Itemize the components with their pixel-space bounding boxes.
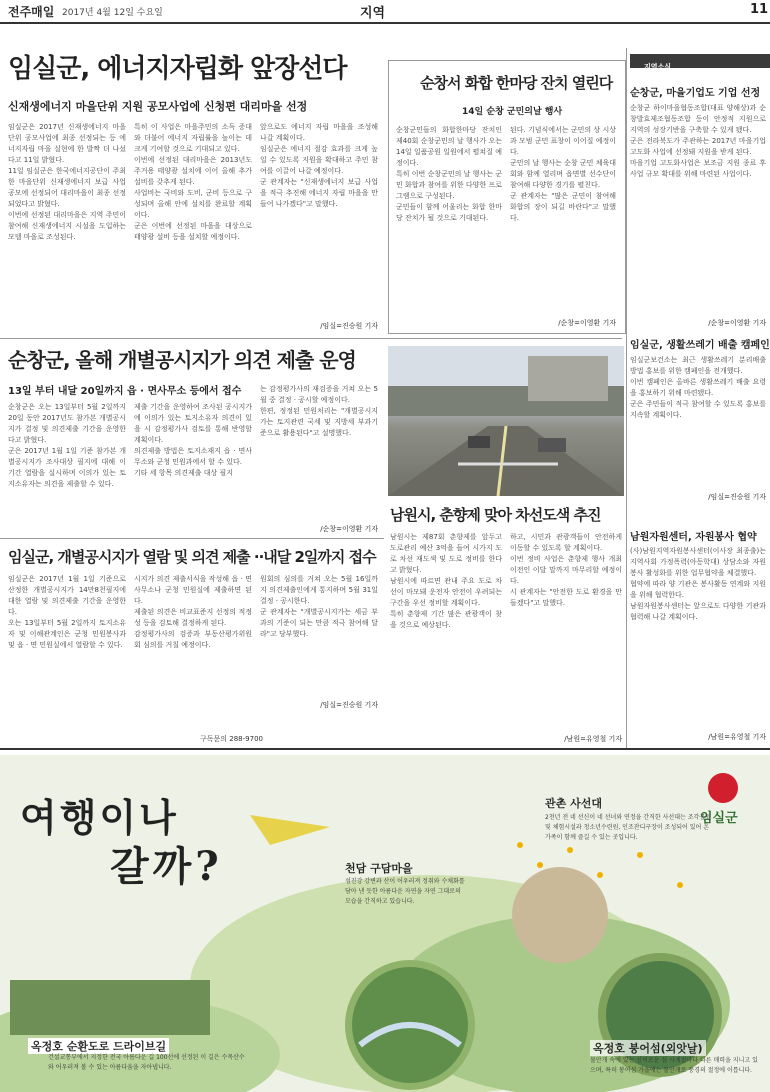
article2-headline: 순창서 화합 한마당 잔치 열린다	[420, 74, 613, 92]
article4-col2: 하고, 시민과 관광객들이 안전하게 이동할 수 있도록 할 계획이다. 이번 정비 사업은 춘향제 행사 개최 이전인 이달 말까지 마무리할 예정이다. 시 관계자는 "안전한 도로 환경을 만들겠다"고 말했다.	[510, 533, 622, 607]
ad-brand: 임실군	[700, 811, 738, 826]
ad-rule	[0, 748, 770, 750]
spot-desc: 건설교통부에서 지정한 전국 아름다운 길 100선에 선정된 이 길은 수목산수와 어우러져 볼 수 있는 아름다움을 자아냅니다.	[48, 1054, 245, 1071]
article2-byline: /순창=이영환 기자	[558, 319, 616, 327]
article4-headline: 남원시, 춘향제 맞아 차선도색 추진	[390, 506, 601, 524]
article1-col1: 임실군은 2017년 신재생에너지 마을단위 공모사업에 최종 선정되는 등 에너지자립 마을 실현에 한 발짝 더 나섰다고 11일 밝혔다. 11일 임실군은 한국에너지공단이 주최한 마을단위 신재생에너지 보급 사업 공모에 선정되어 대리마을이 최종 선정되었다고 밝혔다. 이번에 선정된 대리마을은 지역 주민이 참여해 신재생에너지 시설을 도입하는 모델 마을로 조성된다.	[8, 123, 126, 241]
sidebar-item-byline: /남원=유영철 기자	[708, 733, 766, 741]
sidebar-item-body: (사)남원지역자원봉사센터(이사장 최종출)는 지역사회 가정폭력(아동학대) 상담소와 자원봉사 활성화를 위한 업무협약을 체결했다. 협약에 따라 양 기관은 봉사활동 연계와 지원을 위해 협력한다. 남원자원봉사센터는 앞으로도 다양한 기관과 협력해 나갈 계획이다.	[630, 547, 766, 621]
sidebar-item-body: 임실군보건소는 최근 생활쓰레기 분리배출 방법 홍보를 위한 캠페인을 전개했다. 이번 캠페인은 올바른 생활쓰레기 배출 요령을 홍보하기 위해 마련됐다. 군은 주민들이 적극 참여할 수 있도록 홍보를 지속할 계획이다.	[630, 356, 766, 419]
subscription-info: 구독문의 288-9700	[200, 735, 263, 743]
spot-desc: 2천년 전 네 선신이 네 선녀와 연정을 간직한 사선대는 조각공원 및 체험시설과 청소년수련원, 인조잔디구장이 조성되어 있어 온 가족이 함께 즐길 수 있는 곳입니다.	[545, 814, 711, 841]
article1-col2: 특히 이 사업은 마을주민의 소득 증대와 더불어 에너지 자립률을 높이는 데 크게 기여할 것으로 기대되고 있다. 이번에 선정된 대리마을은 2013년도 주거용 태양광 설치에 이어 올해 추가 설비를 갖추게 된다. 사업비는 국비와 도비, 군비 등으로 구성되며 올해 안에 설치를 완료할 계획이다. 군은 이번에 선정된 마을을 대상으로 태양광 설비 등을 설치할 예정이다.	[134, 123, 252, 241]
article-divider	[0, 338, 622, 339]
page-header	[0, 0, 770, 22]
article2-col2: 된다. 기념식에서는 군민의 상 시상과 모범 군민 표창이 이어질 예정이다. 군민의 날 행사는 순창 군민 체육대회와 함께 열리며 읍면별 선수단이 참여해 다양한 경기를 펼친다. 군 관계자는 "많은 군민이 참여해 화합의 장이 되길 바란다"고 말했다.	[510, 126, 616, 222]
sidebar-item-byline: /순창=이영환 기자	[708, 319, 766, 327]
county-logo-icon	[708, 773, 738, 803]
ad-title-line1: 여행이나	[20, 795, 179, 840]
spot-name: 천담 구담마을	[345, 862, 413, 875]
article5-col3: 원회의 심의를 거쳐 오는 5월 16일까지 의견제출인에게 통지하며 5월 31일 결정 · 공시한다. 군 관계자는 "개별공시지가는 세금 부과의 기준이 되는 만큼 적극 참여해 달라"고 당부했다.	[260, 575, 378, 638]
article4-col1: 남원시는 제87회 춘향제를 앞두고 도로관리 예산 3억을 들여 시가지 도로 차선 재도색 및 도로 정비를 한다고 밝혔다. 남원시에 따르면 관내 주요 도로 차선이 마모돼 운전자 안전이 우려되는 구간을 우선 정비할 계획이다. 특히 춘향제 기간 많은 관광객이 찾을 것으로 예상된다.	[390, 533, 502, 629]
spot-name: 옥정호 붕어섬(외앗날)	[590, 1040, 706, 1056]
tourism-ad	[0, 755, 770, 1092]
article1-byline: /임실=진승원 기자	[320, 322, 378, 330]
sidebar-label-bar	[630, 54, 770, 71]
article4-byline: /남원=유영철 기자	[564, 735, 622, 743]
article3-byline: /순창=이영환 기자	[320, 525, 378, 533]
article-divider	[0, 538, 384, 539]
page-number: 11	[750, 2, 769, 17]
spot-name: 옥정호 순환도로 드라이브길	[28, 1038, 169, 1054]
article2-col1: 순창군민들의 화합한마당 잔치인 제40회 순창군민의 날 행사가 오는 14일 일품공원 일원에서 펼쳐질 예정이다. 특히 이번 순창군민의 날 행사는 군민 화합과 참여를 위한 다양한 프로그램으로 구성된다. 군민들이 함께 어울리는 화합 한마당 잔치가 될 것으로 기대된다.	[396, 126, 502, 222]
spot-name: 관촌 사선대	[545, 797, 602, 810]
article5-headline: 임실군, 개별공시지가 열람 및 의견 제출 ··내달 2일까지 접수	[8, 548, 376, 566]
newspaper-name: 전주매일	[8, 5, 55, 19]
street-photo	[388, 346, 624, 496]
article1-headline: 임실군, 에너지자립화 앞장선다	[8, 54, 347, 84]
sidebar-item-title: 남원자원센터, 자원봉사 협약	[630, 532, 757, 543]
article1-col3: 앞으로도 에너지 자립 마을을 조성해 나갈 계획이다. 임실군은 에너지 절감 효과를 크게 높일 수 있도록 지원을 확대하고 주민 참여를 이끌어 나갈 예정이다. 군 관계자는 "신재생에너지 보급 사업을 적극 추진해 에너지 자립 마을을 만들어 나가겠다"고 말했다.	[260, 123, 378, 208]
spot-desc: 섬진강 강변과 산이 어우러져 정취와 수채화를 담아 낸 듯한 아름다운 자연을 자연 그대로의 모습을 간직하고 있습니다.	[345, 878, 465, 905]
spot-desc: 물안개 속에 있는 신비로운 섬 사계절마다 다른 매력을 지니고 있으며, 특히 붕어섬 가을에는 물안개로 풍경의 절정에 이릅니다.	[590, 1057, 758, 1074]
article3-col1: 순창군은 오는 13일부터 5월 2일까지 20일 동안 2017년도 참가본 개별공시지가 결정 및 의견제출 기간을 운영한다고 밝혔다. 군은 2017년 1월 1일 기준 참가본 개별공시지가 조사대상 필지에 대해 이 기간 열람을 실시하며 이의가 있는 토지소유자는 의견을 제출할 수 있다.	[8, 403, 126, 488]
sidebar-item-title: 임실군, 생활쓰레기 배출 캠페인	[630, 340, 770, 351]
article3-headline: 순창군, 올해 개별공시지가 의견 제출 운영	[8, 348, 356, 372]
article1-subhead: 신재생에너지 마을단위 지원 공모사업에 신청편 대리마을 선정	[8, 100, 308, 113]
street-photo-art	[388, 346, 624, 496]
ad-title-line2: 갈까?	[110, 843, 223, 890]
issue-date: 2017년 4월 12일 수요일	[62, 8, 163, 18]
article5-col2: 시지가 의견 제출서식을 작성해 읍 · 면사무소나 군청 민원실에 제출하면 된다. 제출된 의견은 비교표준지 선정의 적정성 등을 검토해 결정하게 된다. 감정평가사의 검증과 부동산평가위원회 심의를 거칠 예정이다.	[134, 575, 252, 649]
article5-col1: 임실군은 2017년 1월 1일 기준으로 산정한 개별공시지가 14만8천필지에 대한 열람 및 의견제출 기간을 운영한다. 오는 13일부터 5월 2일까지 토지소유자 및 이해관계인은 군청 민원봉사과 및 읍 · 면 민원실에서 열람할 수 있다.	[8, 575, 126, 649]
sidebar-divider	[626, 48, 627, 748]
article3-col3: 는 감정평가사의 재검증을 거쳐 오는 5월 중 결정 · 공시할 예정이다. 한편, 정정된 민원처리는 "개별공시지가는 토지관련 국세 및 지방세 부과기준으로 활용된다"고 설명했다.	[260, 385, 378, 437]
article3-subhead: 13일 부터 내달 20일까지 읍 · 면사무소 등에서 접수	[8, 386, 242, 397]
sidebar-item-body: 순창군 하이마을협동조합(대표 양해상)과 순창발효제조협동조합 등이 안정적 지원으로 지역의 성장기반을 구축할 수 있게 됐다. 군은 전라북도가 주관하는 2017년 마을기업 고도화 사업에 선정돼 지원을 받게 된다. 마을기업 고도화사업은 보조금 지원 종료 후 사업 규모 확대를 위해 마련된 사업이다.	[630, 104, 766, 178]
article5-byline: /임실=진승원 기자	[320, 701, 378, 709]
header-rule	[0, 22, 770, 24]
article3-col2: 제출 기간을 운영하여 조사된 공시지가에 이의가 있는 토지소유자 의견이 있을 시 감정평가사 검토를 통해 반영할 계획이다. 의견제출 방법은 토지소재지 읍 · 면사무소와 군청 민원과에서 할 수 있다. 기타 세 항목 의견제출 대상 필지	[134, 403, 252, 477]
sidebar-item-title: 순창군, 마을기업도 기업 선정	[630, 88, 761, 99]
section-title: 지역	[360, 6, 386, 21]
sidebar-label: 지역소식	[644, 63, 672, 71]
sidebar-item-byline: /임실=진승원 기자	[708, 493, 766, 501]
article2-subhead: 14일 순창 군민의날 행사	[462, 107, 563, 117]
